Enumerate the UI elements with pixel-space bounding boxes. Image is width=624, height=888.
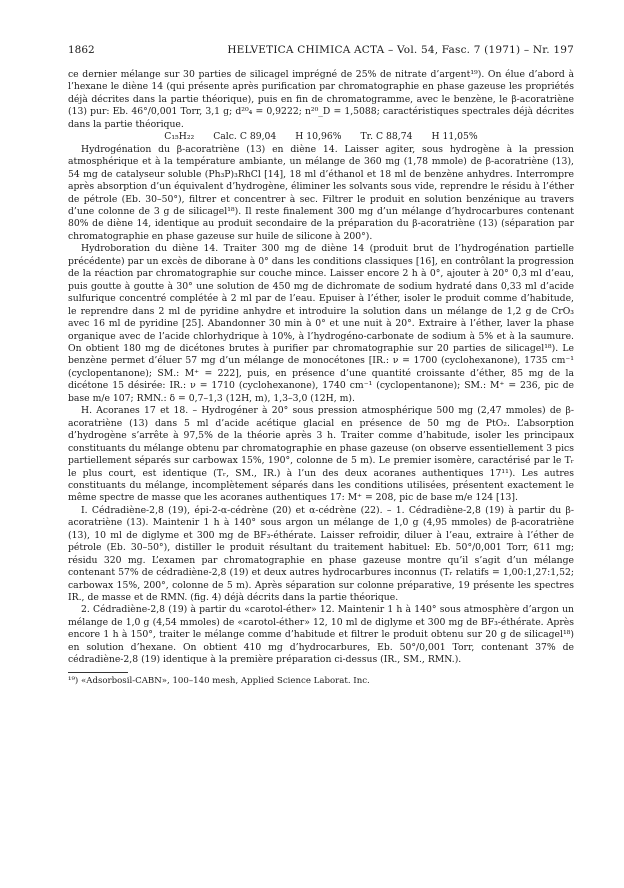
paragraph-hydrogenation: Hydrogénation du β-acoratriène (13) en diène 14. Laisser agiter, sous hydrogène à la pression atmosphérique et à la température ambiante, un mélange de 360 mg (1,78 mmole) de β-acoratriène (13), 54 mg de catalyseur soluble (Ph₃P)₃RhCl [14], 18 ml d’éthanol et 18 ml de benzène anhydres. Interrompre après absorption d’un équivalent d’hydrogène, éliminer les solvants sous vide, reprendre le résidu à l’éther de pétrole (Eb. 30–50°), filtrer et concentrer à sec. Filtrer le produit en solution benzénique au travers d’une colonne de 3 g de silicagel¹⁸). Il reste finalement 300 mg d’un mélange d’hydrocarbures contenant 80% de diène 14, identique au produit secondaire de la préparation du β-acoratriène (13) (séparation par chromatographie en phase gazeuse sur huile de silicone à 200°). [68, 143, 574, 242]
paragraph-carotol-ether: 2. Cédradiène-2,8 (19) à partir du «carotol-éther» 12. Maintenir 1 h à 140° sous atmosphère d’argon un mélange de 1,0 g (4,54 mmoles) de «carotol-éther» 12, 10 ml de diglyme et 300 mg de BF₃-éthérate. Après encore 1 h à 150°, traiter le mélange comme d’habitude et filtrer le produit obtenu sur 20 g de silicagel¹⁸) en solution d’hexane. On obtient 410 mg d’hydrocarbures, Eb. 50°/0,001 Torr, contenant 37% de cédradiène-2,8 (19) identique à la première préparation ci-dessus (IR., SM., RMN.). [68, 604, 574, 666]
journal-citation: HELVETICA CHIMICA ACTA – Vol. 54, Fasc. 7 (1971) – Nr. 197 [227, 44, 574, 56]
analysis-calculated-c: Calc. C 89,04 [213, 131, 277, 143]
journal-page [68, 44, 574, 687]
footnote-19: ¹⁹) «Adsorbosil-CABN», 100–140 mesh, Applied Science Laborat. Inc. [68, 675, 370, 686]
analysis-found-h: H 11,05% [431, 131, 478, 143]
section-i-cedradiene: I. Cédradiène-2,8 (19), épi-2-α-cédrène (20) et α-cédrène (22). – 1. Cédradiène-2,8 (19) à partir du β-acoratriène (13). Maintenir 1 h à 140° sous argon un mélange de 1,0 g (4,95 mmoles) de β-acoratriène (13), 10 ml de diglyme et 300 mg de BF₃-éthérate. Laisser refroidir, diluer à l’eau, extraire à l’éther de pétrole (Eb. 30–50°), distiller le produit résultant du traitement habituel: Eb. 50°/0,001 Torr, 611 mg; résidu 320 mg. L’examen par chromatographie en phase gazeuse montre qu’il s’agit d’un mélange contenant 57% de cédradiène-2,8 (19) et deux autres hydrocarbures inconnus (Tᵣ relatifs = 1,00:1,27:1,52; carbowax 15%, 200°, colonne de 5 m). Après séparation sur colonne préparative, 19 présente les spectres IR., de masse et de RMN. (fig. 4) déjà décrits dans la partie théorique. [68, 504, 574, 604]
paragraph-chromatography: ce dernier mélange sur 30 parties de silicagel imprégné de 25% de nitrate d’argent¹⁹). On élue d’abord à l’hexane le diène 14 (qui présente après purification par chromatographie en phase gazeuse les propriétés déjà décrites dans la partie théorique), puis en fin de chromatogramme, avec le benzène, le β-acoratriène (13) pur: Eb. 46°/0,001 Torr, 3,1 g; d²⁰₄ = 0,9222; n²⁰_D = 1,5088; caractéristiques spectrales déjà décrites dans la partie théorique. [68, 69, 574, 130]
page-number: 1862 [68, 44, 95, 56]
analysis-calculated-h: H 10,96% [295, 131, 342, 143]
analysis-found-c: Tr. C 88,74 [360, 131, 413, 143]
molecular-formula: C₁₅H₂₂ [164, 131, 195, 143]
elemental-analysis [68, 131, 574, 143]
footnote-divider [68, 672, 128, 673]
paragraph-hydroboration: Hydroboration du diène 14. Traiter 300 mg de diène 14 (produit brut de l’hydrogénation partielle précédente) par un excès de diborane à 0° dans les conditions classiques [16], en contrôlant la progression de la réaction par chromatographie sur couche mince. Laisser encore 2 h à 0°, ajouter à 20° 0,3 ml d’eau, puis goutte à goutte à 30° une solution de 450 mg de dichromate de sodium hydraté dans 0,33 ml d’acide sulfurique concentré complétée à 2 ml par de l’eau. Epuiser à l’éther, isoler le produit comme d’habitude, le reprendre dans 2 ml de pyridine anhydre et introduire la solution dans un mélange de 1,2 g de CrO₃ avec 16 ml de pyridine [25]. Abandonner 30 min à 0° et une nuit à 20°. Extraire à l’éther, laver la phase organique avec de l’acide chlorhydrique à 10%, à l’hydrogéno-carbonate de sodium à 5% et à la saumure. On obtient 180 mg de dicétones brutes à purifier par chromatographie sur 20 parties de silicagel¹⁸). Le benzène permet d’éluer 57 mg d’un mélange de monocétones [IR.: ν = 1700 (cyclohexanone), 1735 cm⁻¹ (cyclopentanone); SM.: M⁺ = 222], puis, en présence d’une quantité croissante d’éther, 85 mg de la dicétone 15 désirée: IR.: ν = 1710 (cyclohexanone), 1740 cm⁻¹ (cyclopentanone); SM.: M⁺ = 236, pic de base m/e 107; RMN.: δ = 0,7–1,3 (12H, m), 1,3–3,0 (12H, m). [68, 243, 574, 404]
section-h-acoranes: H. Acoranes 17 et 18. – Hydrogéner à 20° sous pression atmosphérique 500 mg (2,47 mmoles) de β-acoratriène (13) dans 5 ml d’acide acétique glacial en présence de 50 mg de PtO₂. L’absorption d’hydrogène s’arrête à 97,5% de la théorie après 3 h. Traiter comme d’habitude, isoler les principaux constituants du mélange obtenu par chromatographie en phase gazeuse (on observe essentiellement 3 pics partiellement séparés sur carbowax 15%, 190°, colonne de 5 m). Le premier isomère, caractérisé par le Tᵣ le plus court, est identique (Tᵣ, SM., IR.) à l’un des deux acoranes authentiques 17¹¹). Les autres constituants du mélange, incomplètement séparés dans les conditions utilisées, présentent exactement le même spectre de masse que les acoranes authentiques 17: M⁺ = 208, pic de base m/e 124 [13]. [68, 405, 574, 504]
running-header [68, 44, 574, 56]
